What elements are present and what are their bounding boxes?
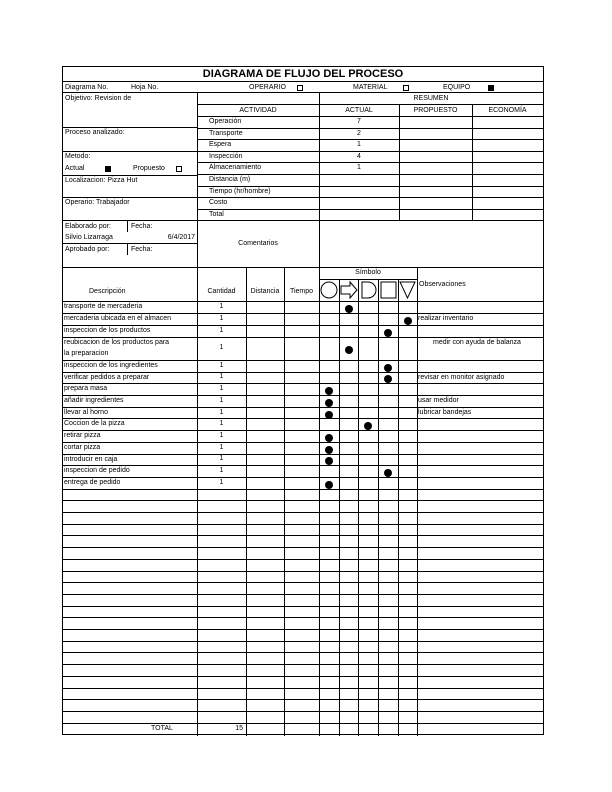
- table-row-quantity: 1: [219, 314, 224, 322]
- rule-line: [63, 688, 543, 689]
- rule-line: [63, 243, 197, 244]
- rule-line: [63, 360, 543, 361]
- summary-row-label: Total: [209, 210, 224, 218]
- rule-line: [378, 279, 379, 736]
- rule-line: [197, 116, 543, 117]
- table-row-quantity: 1: [219, 385, 224, 393]
- rule-line: [197, 186, 543, 187]
- flow-process-sheet: [62, 66, 544, 735]
- rule-line: [417, 267, 418, 736]
- fecha1-label: Fecha:: [131, 223, 153, 231]
- rule-line: [63, 652, 543, 653]
- observaciones-header: Observaciones: [419, 281, 466, 289]
- proceso-label: Proceso analizado:: [65, 129, 125, 136]
- rule-line: [319, 267, 320, 736]
- operacion-icon: [319, 279, 339, 301]
- rule-line: [63, 500, 543, 501]
- cantidad-header: Cantidad: [207, 288, 236, 296]
- rule-line: [197, 128, 543, 129]
- equipo-label: EQUIPO: [443, 84, 471, 91]
- table-row-observation: revisar en monitor asignado: [418, 373, 505, 381]
- aprobado-label: Aprobado por:: [65, 246, 110, 254]
- rule-line: [63, 594, 543, 595]
- symbol-marker: [384, 469, 392, 477]
- actual-label: Actual: [65, 165, 85, 172]
- summary-row-label: Costo: [209, 199, 228, 207]
- rule-line: [398, 279, 399, 736]
- operario-checkbox[interactable]: [297, 85, 303, 91]
- rule-line: [127, 220, 128, 232]
- summary-row-actual: 1: [357, 141, 361, 149]
- summary-row-label: Distancia (m): [209, 176, 251, 183]
- symbol-marker: [345, 346, 353, 354]
- localizacion-label: Localizacion: Pizza Hut: [65, 177, 138, 184]
- rule-line: [63, 337, 543, 338]
- table-row-description: entrega de pedido: [64, 478, 121, 486]
- total-quantity: 15: [235, 725, 243, 732]
- inspeccion-icon: [378, 279, 398, 301]
- rule-line: [63, 127, 197, 128]
- table-row-description: inspeccion de pedido: [64, 467, 130, 475]
- rule-line: [197, 139, 543, 140]
- rule-line: [63, 512, 543, 513]
- rule-line: [63, 617, 543, 618]
- summary-row-label: Almacenamiento: [209, 164, 262, 172]
- table-row-description: llevar al horno: [64, 408, 108, 416]
- rule-line: [197, 151, 543, 152]
- summary-row-label: Transporte: [209, 129, 243, 137]
- rule-line: [197, 104, 543, 105]
- comentarios-label: Comentarios: [238, 240, 278, 248]
- symbol-marker: [384, 375, 392, 383]
- summary-row-label: Espera: [209, 141, 232, 149]
- total-label: TOTAL: [151, 725, 173, 732]
- table-row-description: reubicacion de los productos para: [64, 338, 170, 346]
- table-row-observation: realizar inventario: [418, 315, 474, 323]
- rule-line: [63, 197, 197, 198]
- elaborado-label: Elaborado por:: [65, 223, 111, 231]
- table-row-quantity: 1: [219, 455, 224, 463]
- summary-row-actual: 7: [357, 118, 361, 125]
- elaborador-name: Silvio Lizarraga: [65, 234, 113, 242]
- table-row-quantity: 1: [219, 361, 224, 369]
- symbol-marker: [384, 329, 392, 337]
- rule-line: [63, 465, 543, 466]
- rule-line: [63, 711, 543, 712]
- symbol-marker: [325, 446, 333, 454]
- rule-line: [63, 313, 543, 314]
- material-label: MATERIAL: [353, 84, 388, 91]
- symbol-marker: [325, 457, 333, 465]
- col-actividad: ACTIVIDAD: [239, 107, 277, 114]
- rule-line: [63, 547, 543, 548]
- symbol-marker: [325, 481, 333, 489]
- simbolo-header: Símbolo: [355, 269, 381, 277]
- rule-line: [197, 267, 198, 736]
- material-checkbox[interactable]: [403, 85, 409, 91]
- table-row-quantity: 1: [219, 420, 224, 428]
- table-row-description: introducir en caja: [64, 455, 118, 463]
- hoja-no-label: Hoja No.: [131, 84, 159, 91]
- table-row-description: prepara masa: [64, 385, 108, 393]
- rule-line: [63, 418, 543, 419]
- rule-line: [63, 489, 543, 490]
- fecha2-label: Fecha:: [131, 246, 153, 254]
- rule-line: [339, 279, 340, 736]
- table-row-quantity: 1: [219, 344, 224, 352]
- rule-line: [63, 606, 543, 607]
- table-row-observation: usar medidor: [418, 397, 459, 404]
- rule-line: [63, 582, 543, 583]
- rule-line: [63, 175, 197, 176]
- table-row-description: mercaderia ubicada en el almacen: [64, 315, 172, 323]
- rule-line: [63, 220, 543, 221]
- rule-line: [63, 372, 543, 373]
- propuesto-label: Propuesto: [133, 165, 165, 172]
- table-row-description: añadir ingredientes: [64, 397, 124, 404]
- operario-label: OPERARIO: [249, 84, 286, 91]
- rule-line: [319, 92, 320, 104]
- rule-line: [63, 383, 543, 384]
- operario-trab-label: Operario: Trabajador: [65, 199, 130, 206]
- rule-line: [63, 571, 543, 572]
- rule-line: [63, 699, 543, 700]
- rule-line: [197, 174, 543, 175]
- rule-line: [358, 279, 359, 736]
- propuesto-checkbox[interactable]: [176, 166, 182, 172]
- table-row-description: cortar pizza: [64, 443, 101, 451]
- symbol-marker: [404, 317, 412, 325]
- table-row-quantity: 1: [219, 303, 224, 311]
- diagrama-no-label: Diagrama No.: [65, 84, 109, 91]
- rule-line: [63, 559, 543, 560]
- rule-line: [63, 442, 543, 443]
- summary-row-label: Inspección: [209, 152, 243, 160]
- rule-line: [63, 676, 543, 677]
- table-row-quantity: 1: [219, 408, 224, 416]
- table-row-description: inspeccion de los ingredientes: [64, 361, 158, 369]
- rule-line: [63, 629, 543, 630]
- symbol-marker: [325, 399, 333, 407]
- rule-line: [319, 104, 320, 220]
- resumen-title: RESUMEN: [413, 95, 449, 102]
- symbol-marker: [325, 387, 333, 395]
- col-actual: ACTUAL: [345, 107, 373, 114]
- rule-line: [197, 209, 543, 210]
- metodo-label: Metodo:: [65, 153, 91, 160]
- rule-line: [63, 454, 543, 455]
- rule-line: [197, 92, 198, 220]
- rule-line: [63, 723, 543, 724]
- rule-line: [63, 325, 543, 326]
- table-row-quantity: 1: [219, 467, 224, 475]
- table-row-description: inspeccion de los productos: [64, 326, 151, 334]
- rule-line: [63, 477, 543, 478]
- col-economia: ECONOMÍA: [488, 107, 527, 114]
- rule-line: [63, 641, 543, 642]
- summary-row-label: Operación: [209, 118, 242, 125]
- rule-line: [472, 104, 473, 220]
- fecha-value: 6/4/2017: [167, 234, 195, 242]
- table-row-description: verificar pedidos a preparar: [64, 373, 150, 381]
- rule-line: [63, 92, 543, 93]
- page-title: DIAGRAMA DE FLUJO DEL PROCESO: [63, 67, 543, 82]
- rule-line: [63, 407, 543, 408]
- table-row-description: la preparacion: [64, 350, 109, 358]
- col-propuesto: PROPUESTO: [413, 107, 458, 114]
- transporte-icon: [339, 279, 358, 301]
- summary-row-actual: 2: [357, 129, 361, 137]
- rule-line: [399, 104, 400, 220]
- almacenamiento-icon: [398, 279, 417, 301]
- rule-line: [63, 524, 543, 525]
- equipo-checkbox[interactable]: [488, 85, 494, 91]
- rule-line: [63, 395, 543, 396]
- symbol-marker: [364, 422, 372, 430]
- rule-line: [197, 197, 543, 198]
- table-row-quantity: 1: [219, 478, 224, 486]
- symbol-marker: [325, 434, 333, 442]
- symbol-marker: [384, 364, 392, 372]
- rule-line: [63, 301, 543, 302]
- descripcion-header: Descripción: [89, 288, 126, 296]
- rule-line: [284, 267, 285, 736]
- rule-line: [63, 535, 543, 536]
- objetivo-label: Objetivo: Revision de: [65, 95, 132, 102]
- table-row-quantity: 1: [219, 326, 224, 334]
- rule-line: [63, 151, 197, 152]
- summary-row-label: Tiempo (hr/hombre): [209, 187, 271, 195]
- rule-line: [63, 664, 543, 665]
- espera-icon: [358, 279, 378, 301]
- rule-line: [63, 430, 543, 431]
- rule-line: [319, 220, 320, 267]
- summary-row-actual: 1: [357, 164, 361, 172]
- rule-line: [246, 267, 247, 736]
- table-row-description: transporte de mercaderia: [64, 303, 143, 311]
- summary-row-actual: 4: [357, 152, 361, 160]
- rule-line: [63, 267, 543, 268]
- symbol-marker: [325, 411, 333, 419]
- table-row-quantity: 1: [219, 443, 224, 451]
- table-row-description: Coccion de la pizza: [64, 420, 125, 428]
- rule-line: [197, 162, 543, 163]
- symbol-marker: [345, 305, 353, 313]
- table-row-quantity: 1: [219, 373, 224, 381]
- actual-checkbox[interactable]: [105, 166, 111, 172]
- tiempo-header: Tiempo: [289, 288, 314, 296]
- rule-line: [127, 243, 128, 255]
- table-row-observation: lubricar bandejas: [418, 408, 472, 416]
- table-row-observation: medir con ayuda de balanza: [433, 338, 521, 346]
- table-row-quantity: 1: [219, 431, 224, 439]
- table-row-quantity: 1: [219, 396, 224, 404]
- table-row-description: retirar pizza: [64, 432, 101, 440]
- distancia-header: Distancia: [250, 288, 280, 296]
